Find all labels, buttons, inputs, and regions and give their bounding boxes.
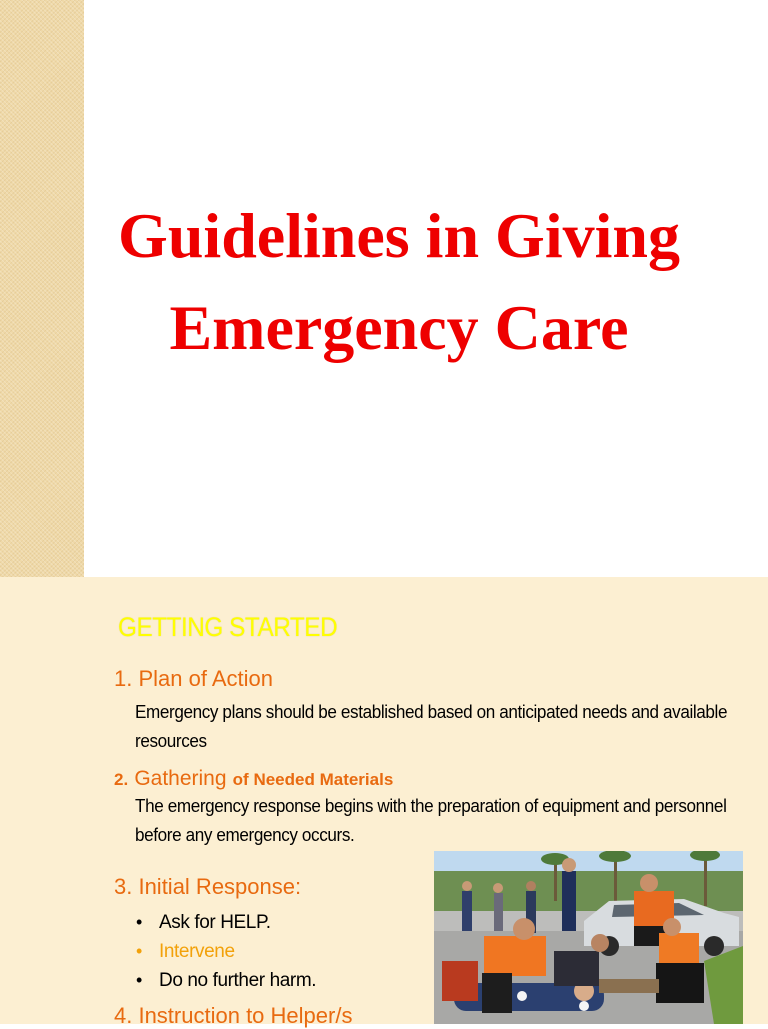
step-2-title [114,765,393,791]
step-2-number: 2. [114,770,129,789]
list-item [136,937,316,966]
step-1-body: Emergency plans should be established based on anticipated needs and available resources [135,702,728,751]
bullet-icon: • [136,970,142,990]
step-2-title-main: Gathering [134,767,227,790]
bullet-icon: • [136,912,142,932]
step-4-title: 4. Instruction to Helper/s [114,1003,353,1028]
title-line-1: Guidelines in Giving [118,200,680,271]
list-item-text: Do no further harm. [159,970,317,991]
list-item-text: Ask for HELP. [159,912,271,933]
getting-started-slide [0,577,768,1028]
step-3-title: 3. Initial Response: [114,874,302,899]
slide-title [30,190,768,374]
list-item-text: Intervene [159,941,235,962]
list-item [136,908,316,937]
bullet-icon: • [136,941,142,961]
step-2-title-rest: of Needed Materials [232,770,394,789]
initial-response-list [136,908,316,995]
section-heading: GETTING STARTED [118,612,338,642]
list-item [136,966,316,995]
emergency-responders-photo [434,851,743,1024]
step-1-title: 1. Plan of Action [114,666,273,691]
title-line-2: Emergency Care [169,292,629,363]
step-2-body: The emergency response begins with the preparation of equipment and personnel before any emergency occurs. [135,796,727,845]
